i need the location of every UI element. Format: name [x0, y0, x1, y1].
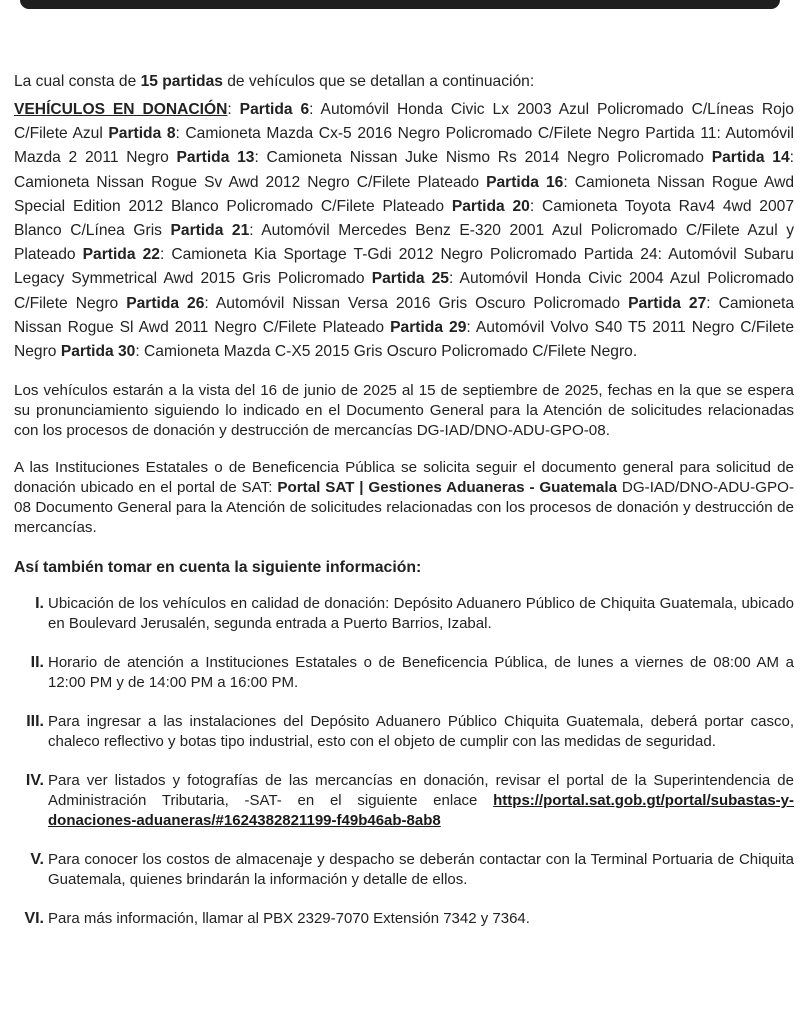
lot-label: Partida 25 — [371, 270, 449, 288]
portal-sat-reference: Portal SAT | Gestiones Aduaneras - Guatemala — [277, 479, 618, 497]
info-item-text: Ubicación de los vehículos en calidad de donación: Depósito Aduanero Público de Chiquita Guatemala, ubicado en Boulevard Jerusalén, segunda entrada a Puerto Barrios, Izabal. — [48, 595, 794, 633]
lot-text: : Automóvil Honda Civic 2004 Azul Policromado C/Filete Negro — [14, 270, 794, 312]
lot-text: : Camioneta Nissan Rogue Sl Awd 2011 Negro C/Filete Plateado — [14, 294, 795, 336]
info-item-number: I. — [35, 595, 44, 613]
info-item-text: Para ingresar a las instalaciones del Depósito Aduanero Público Chiquita Guatemala, deberá portar casco, chaleco reflectivo y botas tipo industrial, esto con el objeto de cumplir con las medidas de seguridad. — [48, 713, 794, 751]
vehicle-list-heading: VEHÍCULOS EN DONACIÓN — [14, 101, 228, 118]
lot-text: : Camioneta Mazda Cx-5 2016 Negro Policromado C/Filete Negro Partida 11: Automóvil Mazda 2 2011 Negro — [14, 125, 794, 167]
info-item-text-part: Para ver listados y fotografías de las mercancías en donación, revisar el portal de la Superintendencia de Administración Tributaria, -SAT- en el siguiente enlace — [48, 772, 794, 810]
lot-label: Partida 13 — [176, 149, 255, 167]
lot-label: Partida 27 — [628, 294, 707, 312]
intro-suffix: de vehículos que se detallan a continuación: — [222, 73, 535, 90]
sat-donations-link[interactable]: https://portal.sat.gob.gt/portal/subastas-y-donaciones-aduaneras/#1624382821199-f49b46ab-8ab8 — [48, 792, 794, 830]
lot-text: : Automóvil Volvo S40 T5 2011 Negro C/Filete Negro — [14, 318, 794, 361]
intro-prefix: La cual consta de — [14, 73, 141, 90]
lot-label: Partida 29 — [390, 318, 467, 336]
lot-text: : Camioneta Nissan Juke Nismo Rs 2014 Negro Policromado — [254, 149, 712, 167]
lot-label: Partida 26 — [126, 294, 205, 312]
info-item-text: Para conocer los costos de almacenaje y despacho se deberán contactar con la Terminal Portuaria de Chiquita Guatemala, quienes brindarán la información y detalle de ellos. — [48, 851, 794, 889]
intro-line — [14, 70, 794, 94]
top-banner — [20, 0, 780, 9]
lot-label: Partida 16 — [486, 173, 564, 191]
info-list — [14, 594, 794, 929]
info-item — [14, 594, 794, 634]
lot-text: : Automóvil Mercedes Benz E-320 2001 Azul Policromado C/Filete Azul y Plateado — [14, 222, 794, 264]
info-item — [14, 771, 794, 831]
lot-text: : Camioneta Toyota Rav4 4wd 2007 Blanco C/Línea Gris — [14, 197, 794, 240]
info-item-text: Para más información, llamar al PBX 2329-7070 Extensión 7342 y 7364. — [48, 910, 530, 928]
info-item-number: III. — [26, 713, 44, 731]
lot-label: Partida 22 — [82, 246, 160, 264]
institutions-text-before: A las Instituciones Estatales o de Beneficencia Pública se solicita seguir el documento general para solicitud de donación ubicado en el portal de SAT: — [14, 459, 794, 497]
info-item-number: IV. — [25, 772, 44, 790]
vehicle-list-colon: : — [227, 101, 240, 118]
info-item — [14, 653, 794, 693]
institutions-paragraph — [14, 458, 794, 538]
lot-label: Partida 14 — [711, 149, 790, 167]
lot-text: : Automóvil Honda Civic Lx 2003 Azul Policromado C/Líneas Rojo C/Filete Azul — [14, 101, 794, 143]
lot-text: : Camioneta Nissan Rogue Awd Special Edition 2012 Blanco Policromado C/Filete Plateado — [14, 173, 794, 215]
document-body — [14, 70, 794, 948]
lot-label: Partida 20 — [451, 197, 530, 215]
info-item-number: V. — [30, 851, 44, 869]
lot-label: Partida 8 — [108, 125, 176, 143]
vehicle-list — [14, 98, 794, 364]
info-item — [14, 712, 794, 752]
info-item-number: II. — [30, 654, 44, 672]
viewing-paragraph: Los vehículos estarán a la vista del 16 de junio de 2025 al 15 de septiembre de 2025, fechas en la que se espera su pronunciamiento siguiendo lo indicado en el Documento General para la Atención de solicitudes relacionadas con los procesos de donación y destrucción de mercancías DG-IAD/DNO-ADU-GPO-08. — [14, 382, 794, 440]
lot-label: Partida 21 — [170, 222, 250, 240]
institutions-text-after: DG-IAD/DNO-ADU-GPO-08 Documento General para la Atención de solicitudes relacionadas con los procesos de donación y destrucción de mercancías. — [14, 479, 794, 537]
lot-text: : Camioneta Nissan Rogue Sv Awd 2012 Negro C/Filete Plateado — [14, 149, 794, 191]
info-item — [14, 909, 794, 929]
lot-text: : Automóvil Nissan Versa 2016 Gris Oscuro Policromado — [204, 294, 629, 312]
info-item-text: Horario de atención a Instituciones Estatales o de Beneficencia Pública, de lunes a viernes de 08:00 AM a 12:00 PM y de 14:00 PM a 16:00 PM. — [48, 654, 794, 692]
info-heading: Así también tomar en cuenta la siguiente información: — [14, 559, 422, 577]
lot-label: Partida 6 — [239, 101, 310, 118]
intro-count: 15 partidas — [140, 73, 223, 90]
lot-text: : Camioneta Mazda C-X5 2015 Gris Oscuro Policromado C/Filete Negro. — [135, 343, 638, 361]
lot-label: Partida 30 — [60, 343, 136, 361]
lot-text: : Camioneta Kia Sportage T-Gdi 2012 Negro Policromado Partida 24: Automóvil Subaru Legacy Symmetrical Awd 2015 Gris Policromado — [14, 246, 794, 288]
info-item-number: VI. — [24, 910, 44, 928]
info-item-text — [48, 771, 794, 831]
info-item — [14, 850, 794, 890]
